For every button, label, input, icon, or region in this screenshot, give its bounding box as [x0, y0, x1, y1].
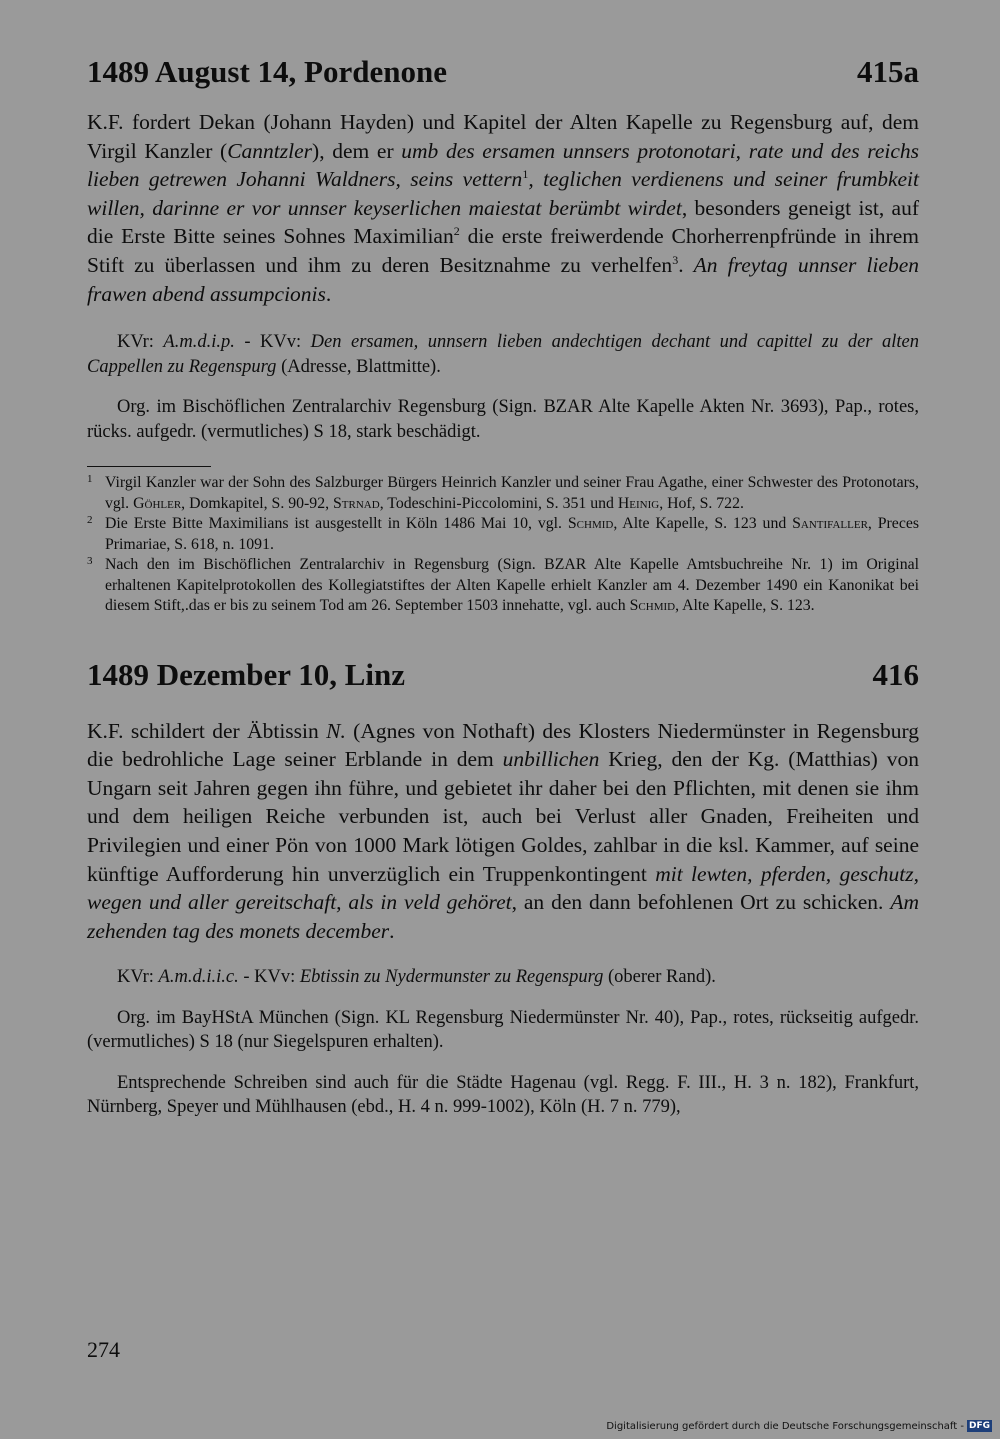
footnote-number: 2 [87, 514, 93, 527]
entry-heading-415a [87, 52, 919, 92]
text-run: K.F. schildert der Äbtissin [87, 718, 327, 743]
author-name: Schmid [629, 597, 676, 615]
entry-number: 416 [872, 656, 919, 692]
text-run: , besonders geneigt ist, auf die Erste Bitte seines Sohnes Maximilian [87, 195, 919, 249]
original-source-note: Org. im BayHStA München (Sign. KL Regensburg Niedermünster Nr. 40), Pap., rotes, rückseitig aufgedr. (vermutliches) S 18 (nur Siegelspuren erhalten). [87, 1007, 919, 1053]
text-run: KVr: [117, 332, 164, 353]
text-run: Virgil Kanzler war der Sohn des Salzburger Bürgers Heinrich Kanzler und seiner Frau Agathe, einer Schwester des Protonotars, vgl. [105, 474, 919, 512]
italic-text: A.m.d.i.i.c. [158, 967, 239, 988]
text-run: , an den dann befohlenen Ort zu schicken. [511, 890, 891, 915]
entry-date-place: 1489 August 14, Pordenone [87, 54, 447, 89]
text-run: ), dem er [312, 138, 402, 163]
text-run: . [389, 918, 395, 943]
text-run: , Alte Kapelle, S. 123. [675, 597, 815, 615]
endorsement-note [87, 965, 919, 990]
italic-text: , teglichen verdienens und seiner frumbkeit willen, darinne er vor unnser keyserlichen maiestat berümbt wirdet [87, 167, 920, 220]
dfg-logo-icon: DFG [968, 1421, 990, 1431]
text-run: , Hof, S. 722. [659, 494, 744, 512]
text-run: - KVv: [238, 967, 300, 988]
italic-text: umb des ersamen unnsers protonotari, rate und des reichs lieben getrewen Johanni Waldners, seins vettern [87, 138, 919, 192]
italic-text: N. [326, 718, 346, 743]
author-name: Santifaller [792, 515, 868, 533]
text-run: (Agnes von Nothaft) des Klosters Niedermünster in Regensburg die bedrohliche Lage seiner Erblande in dem [87, 718, 919, 772]
footnote [87, 514, 919, 555]
text-run: Krieg, den der Kg. (Matthias) von Ungarn seit Jahren gegen ihn führe, und gebietet ihr daher bei den Pflichten, mit denen sie ihm und dem heiligen Reiche verbunden ist, auch bei Verlust aller Gnaden, Freiheiten und Privilegien und einer Pön von 1000 Mark lötigen Goldes, zahlbar in die ksl. Kammer, auf seine künftige Aufforderung hin unverzüglich ein Truppenkontingent [87, 747, 919, 886]
entry-summary [87, 717, 919, 946]
italic-text: Canntzler [227, 138, 313, 163]
footnotes [87, 473, 919, 617]
footnote [87, 555, 919, 617]
italic-text: An freytag unnser lieben frawen abend assumpcionis [87, 252, 920, 306]
footnote-number: 3 [87, 555, 93, 568]
footnote-ref: 3 [672, 252, 679, 267]
text-run: , Alte Kapelle, S. 123 und [613, 515, 793, 533]
footnote-ref: 2 [453, 224, 460, 239]
text-run: . [325, 281, 332, 306]
italic-text: Ebtissin zu Nydermunster zu Regenspurg [299, 967, 604, 988]
footer-text: Digitalisierung gefördert durch die Deutsche Forschungsgemeinschaft - [606, 1420, 964, 1432]
footnote-number: 1 [87, 473, 93, 486]
text-run: Nach den im Bischöflichen Zentralarchiv in Regensburg (Sign. BZAR Alte Kapelle Amtsbuchreihe Nr. 1) im Original erhaltenen Kapitelprotokollen des Kollegiatstiftes der Alten Kapelle erhielt Kanzler am 4. Dezember 1490 ein Kanonikat bei diesem Stift,.das er bis zu seinem Tod am 26. September 1503 innehatte, vgl. auch [105, 556, 919, 615]
text-run: K.F. fordert Dekan (Johann Hayden) und Kapitel der Alten Kapelle zu Regensburg auf, dem Virgil Kanzler ( [87, 110, 919, 163]
text-run: (Adresse, Blattmitte). [276, 356, 441, 377]
italic-text: Den ersamen, unnsern lieben andechtigen dechant und capittel zu der alten Cappellen zu Regenspurg [87, 332, 919, 377]
document-page [87, 52, 919, 1120]
author-name: Göhler [133, 494, 182, 512]
author-name: Strnad [333, 494, 380, 512]
page-number: 274 [87, 1337, 120, 1362]
original-source-note: Org. im Bischöflichen Zentralarchiv Regensburg (Sign. BZAR Alte Kapelle Akten Nr. 3693), Pap., rotes, rücks. aufgedr. (vermutliches) S 18, stark beschädigt. [87, 397, 919, 442]
text-run: Die Erste Bitte Maximilians ist ausgestellt in Köln 1486 Mai 10, vgl. [105, 515, 568, 533]
entry-date-place: 1489 Dezember 10, Linz [87, 656, 405, 692]
author-name: Heinig [617, 494, 660, 512]
footnote-divider [87, 466, 211, 467]
text-run: , Preces Primariae, S. 618, n. 1091. [105, 515, 919, 553]
footer-credit [606, 1420, 992, 1432]
entry-summary [87, 108, 919, 308]
footnote-ref: 1 [522, 167, 529, 182]
text-run: (oberer Rand). [603, 967, 716, 988]
footnote [87, 473, 919, 514]
italic-text: A.m.d.i.p. [163, 332, 235, 353]
text-run: , Todeschini-Piccolomini, S. 351 und [379, 494, 618, 512]
italic-text: mit lewten, pferden, geschutz, wegen und aller gereitschaft, als in veld gehöret [87, 861, 919, 915]
italic-text: unbillichen [502, 747, 600, 772]
entry-number: 415a [857, 54, 919, 89]
entry-heading-416 [87, 655, 919, 695]
text-run: , Domkapitel, S. 90-92, [181, 494, 333, 512]
text-run: KVr: [117, 967, 159, 988]
text-run: . [678, 252, 694, 277]
text-run: die erste freiwerdende Chorherrenpfründe in ihrem Stift zu überlassen und ihm zu deren Besitznahme zu verhelfen [87, 224, 919, 277]
endorsement-note [87, 330, 919, 379]
italic-text: Am zehenden tag des monets december [87, 890, 919, 943]
author-name: Schmid [567, 515, 614, 533]
text-run: - KVv: [234, 332, 311, 353]
continuation-paragraph: Entsprechende Schreiben sind auch für die Städte Hagenau (vgl. Regg. F. III., H. 3 n. 182), Frankfurt, Nürnberg, Speyer und Mühlhausen (ebd., H. 4 n. 999-1002), Köln (H. 7 n. 779), [87, 1072, 919, 1118]
